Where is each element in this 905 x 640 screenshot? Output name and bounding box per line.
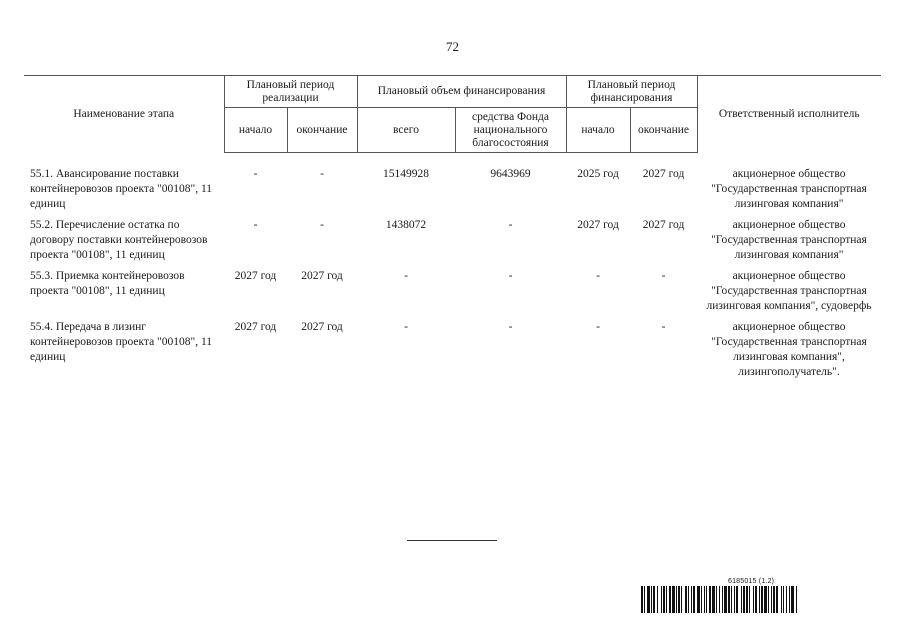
responsible-cell: акционерное общество "Государственная транспортная лизинговая компания", судоверфь	[706, 269, 872, 312]
stage-cell: 55.1. Авансирование поставки контейнеровозов проекта "00108", 11 единиц	[30, 167, 213, 210]
header-responsible: Ответственный исполнитель	[697, 76, 881, 153]
header-impl-start: начало	[224, 108, 287, 153]
impl-start-cell: 2027 год	[234, 269, 277, 282]
responsible-cell: акционерное общество "Государственная транспортная лизинговая компания"	[711, 218, 867, 261]
fin-start-cell: -	[596, 320, 600, 333]
fund-cell: 9643969	[490, 168, 531, 180]
stage-cell: 55.3. Приемка контейнеровозов проекта "00108", 11 единиц	[30, 269, 185, 297]
stage-cell: 55.2. Перечисление остатка по договору поставки контейнеровозов проекта "00108", 11 единиц	[30, 218, 208, 261]
impl-end-cell: -	[320, 168, 324, 180]
table-row	[24, 320, 881, 386]
total-cell: -	[404, 269, 408, 282]
impl-end-cell: -	[320, 218, 324, 231]
total-cell: 1438072	[385, 218, 427, 231]
impl-end-cell: 2027 год	[301, 269, 343, 282]
responsible-cell: акционерное общество "Государственная транспортная лизинговая компания"	[711, 167, 867, 210]
header-impl-period: Плановый период реализации	[224, 76, 357, 108]
table-row	[24, 218, 881, 269]
table-row	[24, 269, 881, 320]
header-fin-start: начало	[566, 108, 630, 153]
header-funding-period: Плановый период финансирования	[566, 76, 697, 108]
fin-start-cell: -	[596, 269, 600, 282]
fund-cell: -	[508, 269, 513, 282]
fin-end-cell: -	[661, 320, 666, 333]
header-impl-end: окончание	[287, 108, 357, 153]
stage-cell: 55.4. Передача в лизинг контейнеровозов проекта "00108", 11 единиц	[30, 320, 213, 363]
funding-table	[24, 75, 881, 386]
header-fin-end: окончание	[630, 108, 697, 153]
impl-start-cell: -	[253, 218, 258, 231]
header-total: всего	[357, 108, 455, 153]
footer-divider	[407, 540, 497, 541]
fin-start-cell: 2027 год	[577, 218, 619, 231]
header-fund: средства Фонда национального благосостояния	[455, 108, 566, 153]
barcode-icon	[641, 586, 857, 613]
impl-end-cell: 2027 год	[301, 320, 343, 333]
fin-end-cell: 2027 год	[642, 218, 685, 231]
fin-start-cell: 2025 год	[577, 168, 619, 180]
responsible-cell: акционерное общество "Государственная транспортная лизинговая компания", лизингополучатель".	[711, 320, 867, 378]
page-number: 72	[446, 39, 459, 54]
fin-end-cell: -	[661, 269, 666, 282]
impl-start-cell: -	[253, 168, 258, 180]
header-stage: Наименование этапа	[24, 76, 224, 153]
total-cell: 15149928	[383, 168, 429, 180]
fin-end-cell: 2027 год	[642, 168, 685, 180]
document-code: 6185015 (1.2)	[728, 578, 775, 585]
total-cell: -	[404, 320, 408, 333]
impl-start-cell: 2027 год	[234, 320, 277, 333]
header-funding-volume: Плановый объем финансирования	[357, 76, 566, 108]
fund-cell: -	[508, 218, 513, 231]
fund-cell: -	[508, 320, 513, 333]
table-row	[24, 153, 881, 218]
